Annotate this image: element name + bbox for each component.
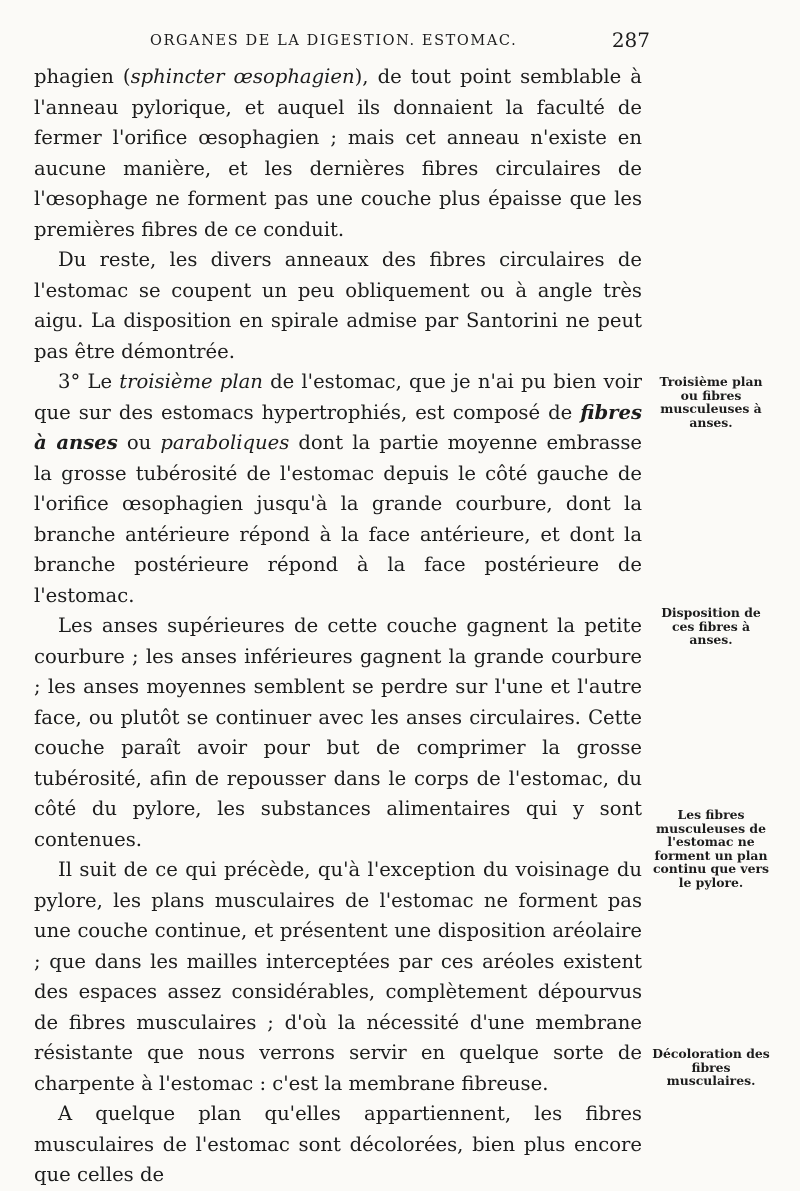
paragraph-4: Les anses supérieures de cette couche gagnent la petite courbure ; les anses inférieures gagnent la grande courbure ; les anses moyennes semblent se perdre sur l'une et l'autre face, ou plutôt se continuer avec les anses circulaires. Cette couche paraît avoir pour but de comprimer la grosse tubérosité, afin de repousser dans le corps de l'estomac, du côté du pylore, les substances alimentaires qui y sont contenues.: [34, 614, 642, 851]
paragraph-5: Il suit de ce qui précède, qu'à l'exception du voisinage du pylore, les plans musculaires de l'estomac ne forment pas une couche continue, et présentent une disposition aréolaire ; que dans les mailles interceptées par ces aréoles existent des espaces assez considérables, complètement dépourvus de fibres musculaires ; d'où la nécessité d'une membrane résistante que nous verrons servir en quelque sorte de charpente à l'estomac : c'est la membrane fibreuse.: [34, 858, 642, 1095]
running-header: [150, 28, 650, 54]
page-number: 287: [611, 28, 650, 52]
paragraph-3-part: ou: [117, 431, 161, 454]
paragraph-1-italic: sphincter œsophagien: [130, 65, 355, 88]
paragraph-3-part: dont la partie moyenne embrasse la grosse tubérosité de l'estomac depuis le côté gauche de l'orifice œsophagien jusqu'à la grande courbure, dont la branche antérieure répond à la face antérieure, et dont la branche postérieure répond à la face postérieure de l'estomac.: [34, 431, 642, 607]
paragraph-3-bold-italic: fibres à anses: [34, 400, 642, 454]
paragraph-6: A quelque plan qu'elles appartiennent, les fibres musculaires de l'estomac sont décolorées, bien plus encore que celles de: [34, 1102, 642, 1186]
paragraph-2: Du reste, les divers anneaux des fibres circulaires de l'estomac se coupent un peu obliquement ou à angle très aigu. La disposition en spirale admise par Santorini ne peut pas être démontrée.: [34, 248, 642, 363]
margin-note-4: Décoloration des fibres musculaires.: [652, 1046, 770, 1089]
paragraph-3: [34, 367, 642, 611]
margin-note-1: Troisième plan ou fibres musculeuses à anses.: [659, 374, 763, 430]
paragraph-3-italic: troisième plan: [119, 370, 263, 393]
main-text: [34, 62, 642, 1191]
paragraph-1-part: phagien (: [34, 65, 131, 88]
paragraph-3-part: 3° Le: [58, 370, 120, 393]
paragraph-3-part: de l'estomac, que je n'ai pu bien voir que sur des estomacs hypertrophiés, est composé de: [34, 370, 643, 424]
margin-note-3: Les fibres musculeuses de l'estomac ne forment un plan continu que vers le pylore.: [652, 807, 770, 890]
margin-note-2: Disposition de ces fibres à anses.: [661, 605, 761, 648]
running-title: ORGANES DE LA DIGESTION. ESTOMAC.: [150, 33, 518, 49]
paragraph-3-italic: paraboliques: [160, 431, 290, 454]
paragraph-1: [34, 62, 642, 245]
paragraph-1-part: ), de tout point semblable à l'anneau pylorique, et auquel ils donnaient la faculté de fermer l'orifice œsophagien ; mais cet anneau n'existe en aucune manière, et les dernières fibres circulaires de l'œsophage ne forment pas une couche plus épaisse que les premières fibres de ce conduit.: [34, 65, 642, 241]
